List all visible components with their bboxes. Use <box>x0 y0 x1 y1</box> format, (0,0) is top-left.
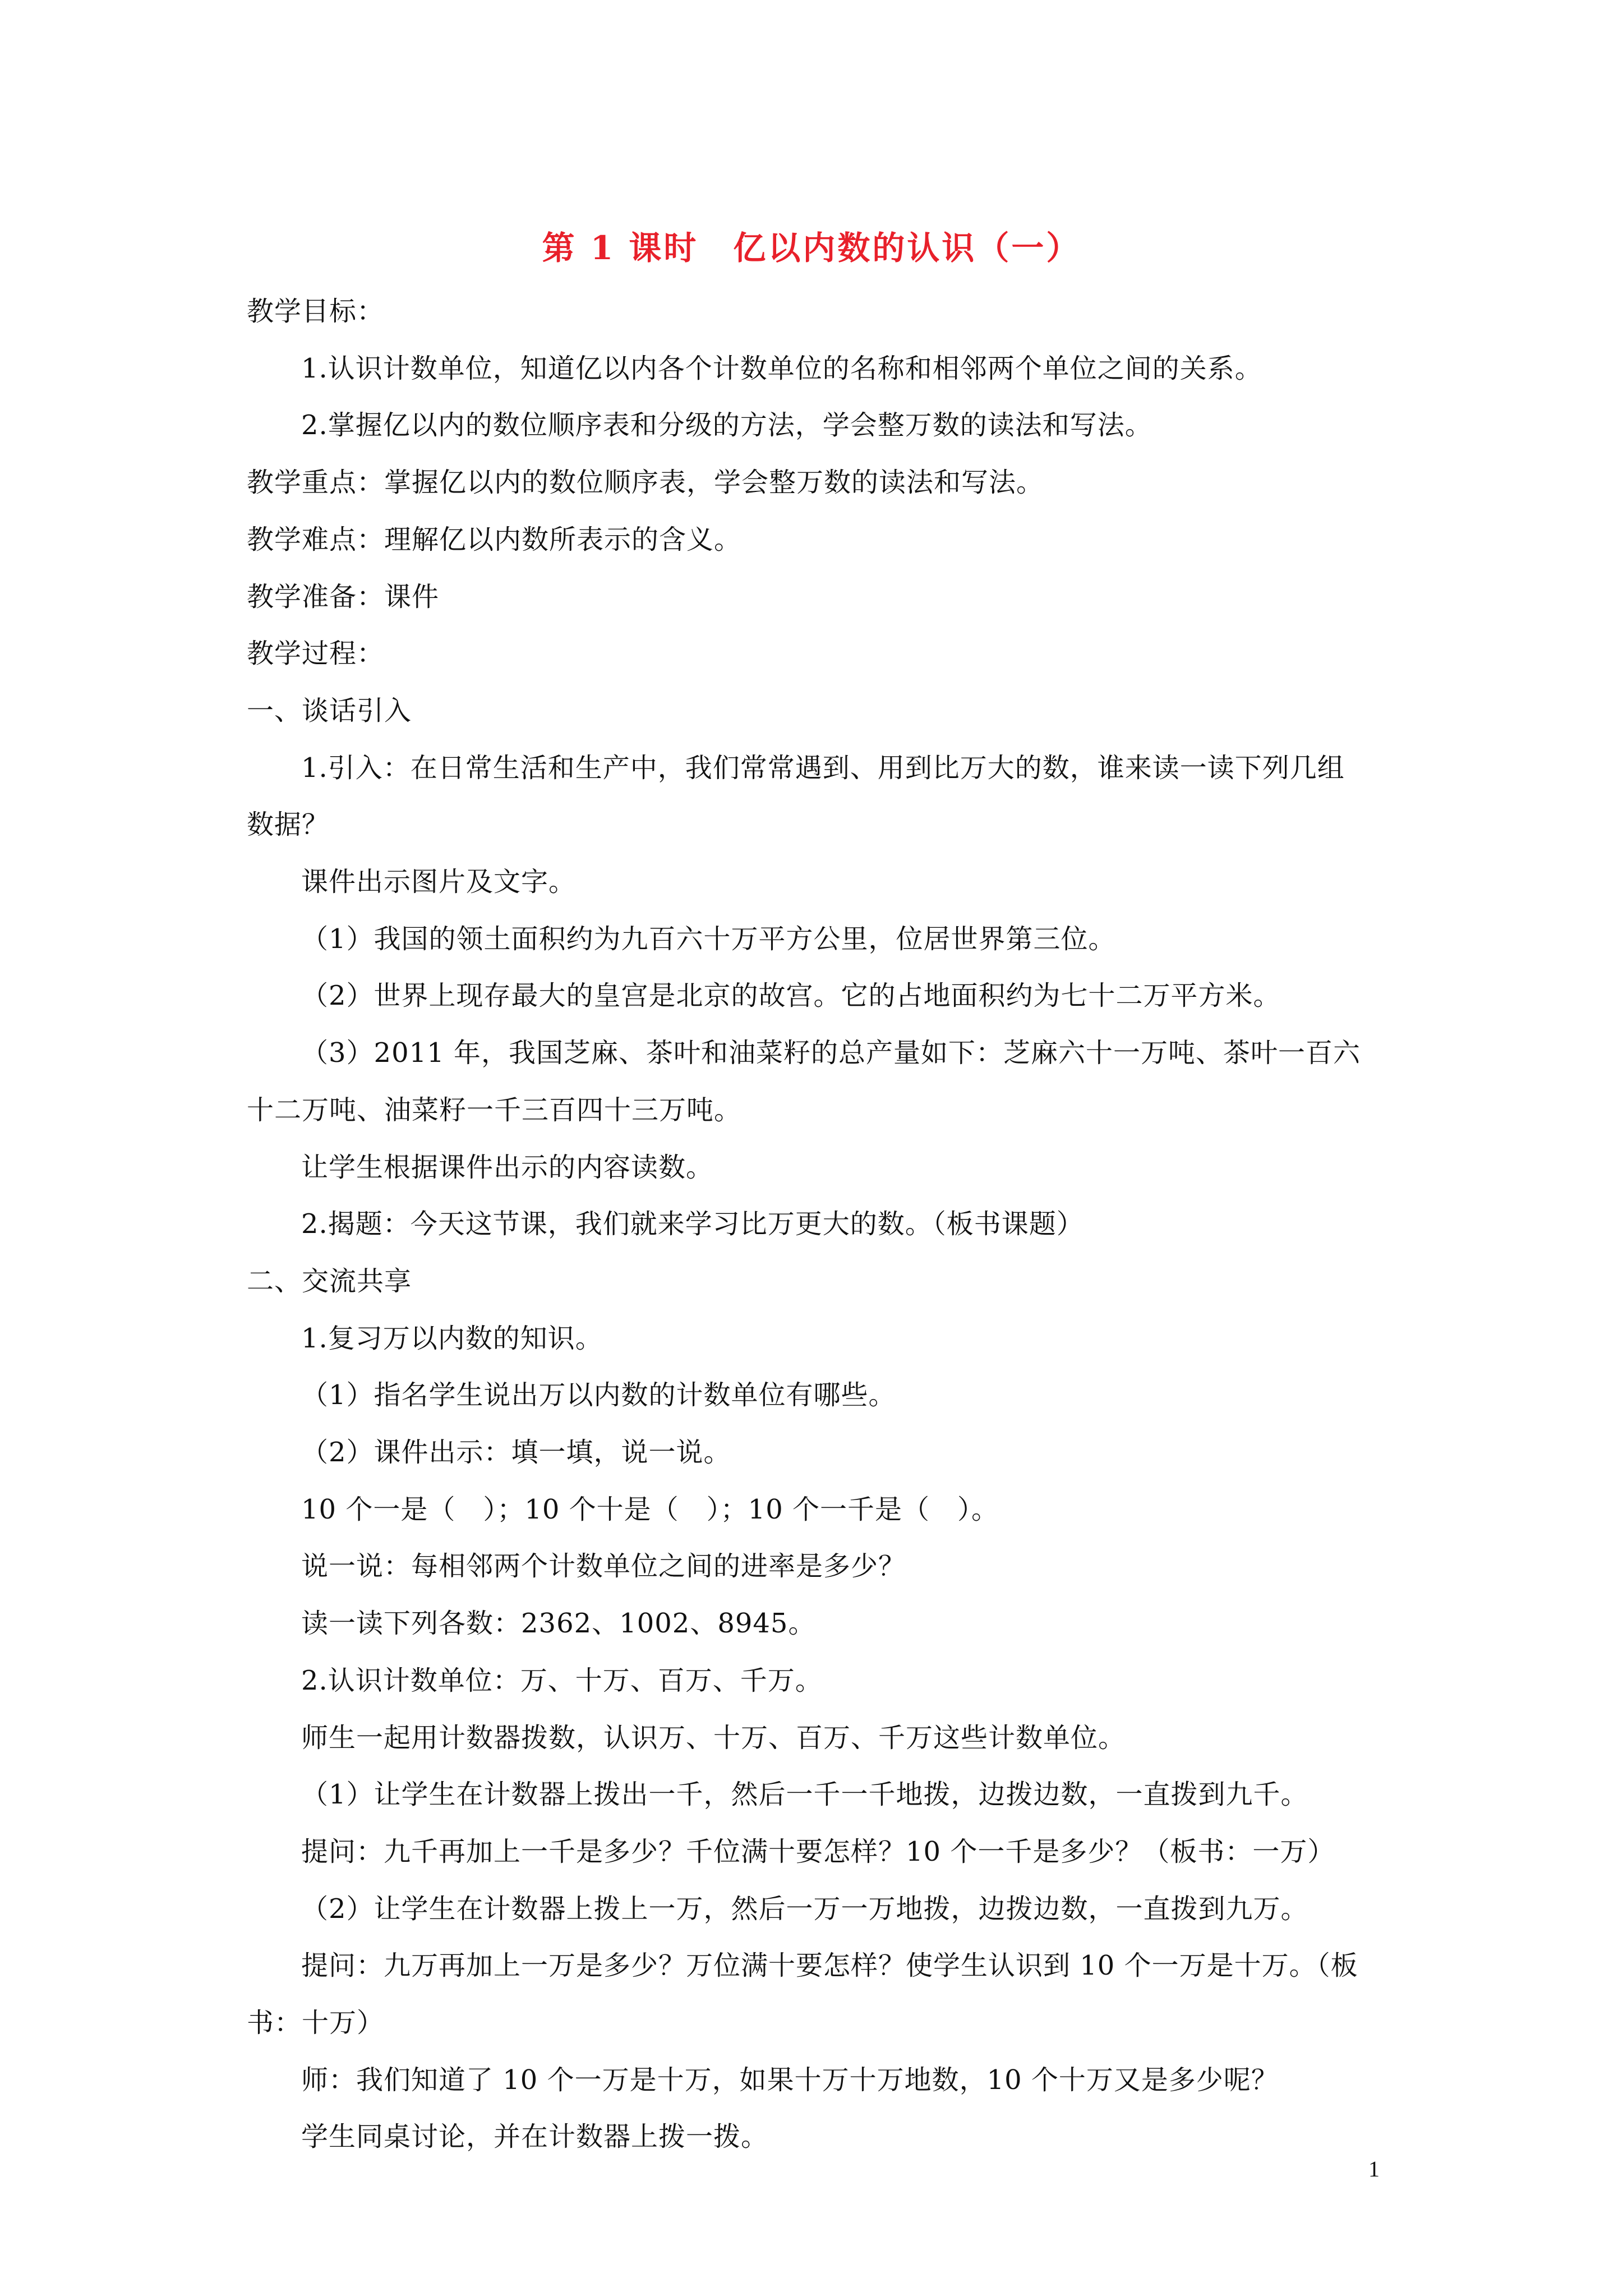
text-line: 数据？ <box>247 809 330 840</box>
text-line: 让学生根据课件出示的内容读数。 <box>301 1152 714 1183</box>
text-line: 1.认识计数单位，知道亿以内各个计数单位的名称和相邻两个单位之间的关系。 <box>301 353 1262 384</box>
text-line: 说一说：每相邻两个计数单位之间的进率是多少？ <box>301 1550 906 1582</box>
text-line: 2.认识计数单位：万、十万、百万、千万。 <box>301 1665 823 1696</box>
text-line: 一、谈话引入 <box>247 695 412 726</box>
page-number: 1 <box>1368 2156 1380 2182</box>
text-line: 1.复习万以内数的知识。 <box>301 1323 603 1354</box>
text-line: 教学重点：掌握亿以内的数位顺序表，学会整万数的读法和写法。 <box>247 467 1044 498</box>
text-line: 2.揭题：今天这节课，我们就来学习比万更大的数。（板书课题） <box>301 1208 1084 1240</box>
lesson-title: 第 1 课时 亿以内数的认识（一） <box>542 229 1081 267</box>
text-line: 课件出示图片及文字。 <box>301 866 577 898</box>
text-line: 十二万吨、油菜籽一千三百四十三万吨。 <box>247 1094 742 1126</box>
text-line: 2.掌握亿以内的数位顺序表和分级的方法，学会整万数的读法和写法。 <box>301 409 1152 441</box>
text-line: 1.引入：在日常生活和生产中，我们常常遇到、用到比万大的数，谁来读一读下列几组 <box>301 752 1345 784</box>
text-line: 10 个一是（ ）；10 个十是（ ）；10 个一千是（ ）。 <box>301 1494 999 1525</box>
text-line: 二、交流共享 <box>247 1266 412 1297</box>
text-line: 提问：九万再加上一万是多少？万位满十要怎样？使学生认识到 10 个一万是十万。（板 <box>301 1950 1358 1981</box>
text-line: （1）让学生在计数器上拨出一千，然后一千一千地拨，边拨边数，一直拨到九千。 <box>301 1779 1308 1810</box>
text-line: （3）2011 年，我国芝麻、茶叶和油菜籽的总产量如下：芝麻六十一万吨、茶叶一百六 <box>301 1037 1361 1069</box>
text-line: 学生同桌讨论，并在计数器上拨一拨。 <box>301 2121 769 2152</box>
text-line: 教学准备：课件 <box>247 581 440 613</box>
text-line: 师：我们知道了 10 个一万是十万，如果十万十万地数，10 个十万又是多少呢？ <box>301 2064 1279 2096</box>
text-line: （2）世界上现存最大的皇宫是北京的故宫。它的占地面积约为七十二万平方米。 <box>301 980 1281 1011</box>
text-line: （1）我国的领土面积约为九百六十万平方公里，位居世界第三位。 <box>301 923 1116 955</box>
text-line: 书：十万） <box>247 2007 385 2039</box>
text-line: （2）让学生在计数器上拨上一万，然后一万一万地拨，边拨边数，一直拨到九万。 <box>301 1893 1308 1925</box>
text-line: 师生一起用计数器拨数，认识万、十万、百万、千万这些计数单位。 <box>301 1722 1126 1754</box>
text-line: （1）指名学生说出万以内数的计数单位有哪些。 <box>301 1379 896 1411</box>
text-line: 读一读下列各数：2362、1002、8945。 <box>301 1608 816 1639</box>
text-line: 教学过程： <box>247 638 385 669</box>
text-line: 提问：九千再加上一千是多少？千位满十要怎样？10 个一千是多少？（板书：一万） <box>301 1836 1335 1867</box>
text-line: 教学目标： <box>247 296 385 327</box>
text-line: 教学难点：理解亿以内数所表示的含义。 <box>247 524 742 555</box>
text-line: （2）课件出示：填一填，说一说。 <box>301 1437 731 1468</box>
